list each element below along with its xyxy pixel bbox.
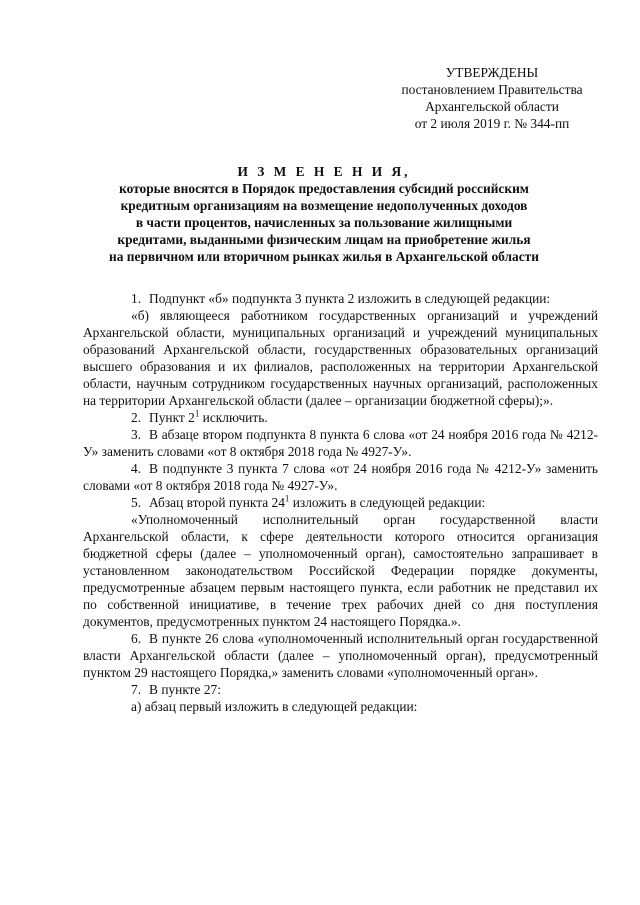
document-title: И З М Е Н Е Н И Я,	[237, 164, 411, 179]
item-number: 2.	[131, 410, 142, 425]
paragraph-1-quote: «б) являющееся работником государственных организаций и учреждений Архангельской области, муниципальных организаций и учреждений муниципальных образований Архангельской области, государственных образовательных организаций высшего образования и их филиалов, расположенных на территории Архангельской области, научным сотрудником государственных научных организаций, расположенных на территории Архангельской области (далее – организации бюджетной сферы);».	[83, 308, 598, 408]
approval-title: УТВЕРЖДЕНЫ	[445, 65, 539, 80]
paragraph-text: Подпункт «б» подпункта 3 пункта 2 изложить в следующей редакции:	[149, 291, 551, 306]
approval-block	[372, 64, 612, 132]
paragraph-text: В пункте 27:	[149, 682, 221, 697]
item-number: 7.	[131, 682, 142, 697]
heading-line: кредитами, выданными физическим лицам на приобретение жилья	[117, 232, 531, 247]
paragraph-5-quote: «Уполномоченный исполнительный орган государственной власти Архангельской области, к сфере деятельности которого относится организация бюджетной сферы (далее – уполномоченный орган), самостоятельно запрашивает в установленном законодательством Российской Федерации порядке документы, предусмотренные абзацем первым настоящего пункта, если работник не представил их по собственной инициативе, в течение трех рабочих дней со дня поступления документов, предусмотренных пунктом 24 настоящего Порядка.».	[83, 512, 598, 629]
paragraph-2	[83, 409, 598, 426]
document-body	[83, 290, 598, 715]
paragraph-text: Пункт 2	[149, 410, 195, 425]
item-number: 5.	[131, 495, 142, 510]
heading-line: на первичном или вторичном рынках жилья в Архангельской области	[109, 249, 539, 264]
item-number: 1.	[131, 291, 142, 306]
paragraph-text: Абзац второй пункта 24	[149, 495, 285, 510]
paragraph-text: В пункте 26 слова «уполномоченный исполнительный орган государственной власти Архангельской области (далее – уполномоченный орган), предусмотренный пунктом 29 настоящего Порядка,» заменить словами «уполномоченный орган».	[83, 631, 598, 680]
paragraph-5	[83, 494, 598, 511]
paragraph-6	[83, 630, 598, 681]
item-number: 6.	[131, 631, 142, 646]
paragraph-text: В абзаце втором подпункта 8 пункта 6 слова «от 24 ноября 2016 года № 4212-У» заменить словами «от 8 октября 2018 года № 4927-У».	[83, 427, 598, 459]
paragraph-text: В подпункте 3 пункта 7 слова «от 24 ноября 2016 года № 4212-У» заменить словами «от 8 октября 2018 года № 4927-У».	[83, 461, 598, 493]
heading-line: кредитным организациям на возмещение недополученных доходов	[120, 198, 528, 213]
approval-line: постановлением Правительства	[401, 82, 583, 97]
approval-line: Архангельской области	[425, 99, 559, 114]
paragraph-4	[83, 460, 598, 494]
paragraph-3	[83, 426, 598, 460]
heading-line: в части процентов, начисленных за пользование жилищными	[135, 215, 513, 230]
heading-line: которые вносятся в Порядок предоставления субсидий российским	[119, 181, 529, 196]
paragraph-7a: а) абзац первый изложить в следующей редакции:	[131, 699, 418, 714]
superscript: 1	[194, 408, 200, 419]
item-number: 4.	[131, 461, 142, 476]
approval-date-number: от 2 июля 2019 г. № 344-пп	[414, 116, 570, 131]
item-number: 3.	[131, 427, 142, 442]
paragraph-7	[83, 681, 598, 698]
paragraph-text: исключить.	[199, 410, 268, 425]
paragraph-1	[83, 290, 598, 307]
document-heading	[84, 163, 564, 265]
superscript: 1	[284, 493, 290, 504]
paragraph-text: изложить в следующей редакции:	[289, 495, 486, 510]
